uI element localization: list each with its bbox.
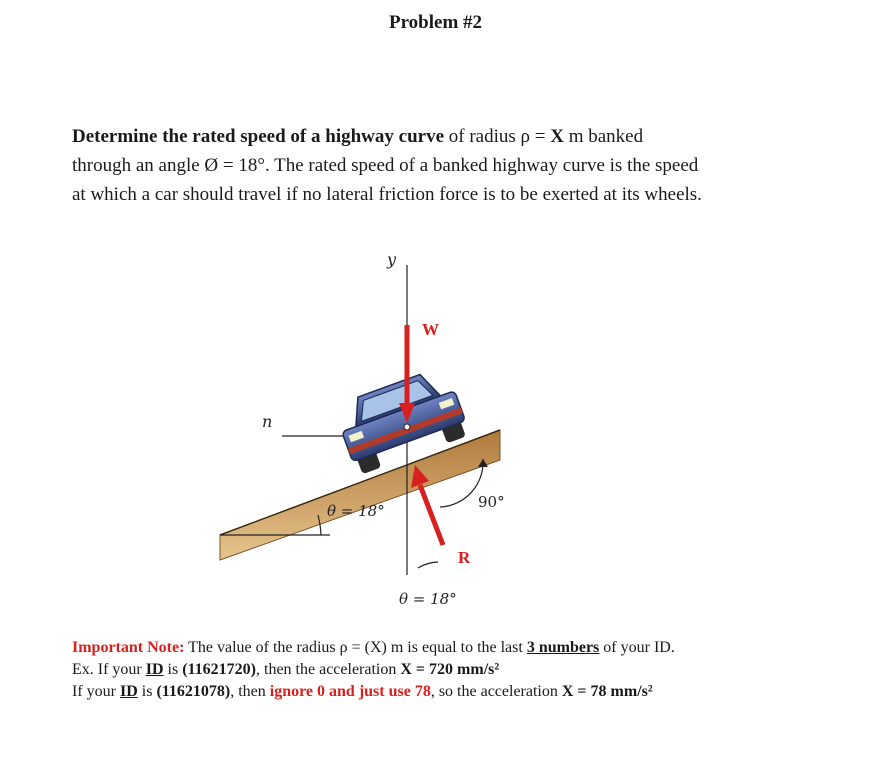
note-line2-b: is	[163, 661, 183, 678]
note-example-acc-1: X = 720 mm/s²	[400, 661, 500, 678]
reaction-label: R	[458, 548, 471, 567]
banked-curve-figure	[200, 245, 540, 620]
note-line3-b: is	[137, 683, 157, 700]
note-line1-a: The value of the radius ρ = (X) m is equal to the last	[184, 639, 527, 656]
theta-left-label: θ = 18°	[327, 502, 385, 520]
important-note	[72, 637, 852, 703]
note-line3-f: , so the acceleration	[430, 683, 562, 700]
problem-line-2: through an angle Ø = 18°. The rated speed of a banked highway curve is the speed	[72, 155, 699, 176]
problem-x-symbol: X	[550, 126, 564, 147]
reaction-arrow-shaft	[420, 485, 443, 545]
note-line2-id: ID	[145, 661, 164, 678]
note-label: Important Note:	[72, 639, 185, 656]
note-ignore-instruction: ignore 0 and just use 78	[269, 683, 431, 700]
theta-bottom-arc	[418, 562, 438, 568]
problem-lead-rest: of radius ρ =	[444, 126, 551, 147]
note-line-2	[72, 659, 852, 681]
note-line3-id: ID	[119, 683, 138, 700]
right-angle-label: 90°	[478, 493, 505, 511]
problem-title: Problem #2	[388, 12, 483, 33]
note-line-3	[72, 681, 852, 703]
note-line-1	[72, 637, 852, 659]
y-axis-label: y	[387, 250, 397, 269]
note-example-id-2: (11621078)	[156, 683, 231, 700]
note-line2-a: Ex. If your	[72, 661, 146, 678]
note-line3-d: , then	[230, 683, 270, 700]
note-line2-d: , then the acceleration	[256, 661, 401, 678]
note-example-acc-2: X = 78 mm/s²	[561, 683, 653, 700]
problem-line-3: at which a car should travel if no lateral friction force is to be exerted at its wheels.	[72, 184, 702, 205]
banked-curve-diagram	[200, 245, 540, 620]
note-line3-a: If your	[72, 683, 120, 700]
n-axis-label: n	[262, 412, 273, 431]
problem-lead-bold: Determine the rated speed of a highway curve	[72, 126, 445, 147]
problem-line1-end: m banked	[563, 126, 644, 147]
note-line1-c: of your ID.	[599, 639, 675, 656]
problem-line-1	[72, 122, 832, 151]
center-of-mass-point	[404, 424, 410, 430]
weight-label: W	[422, 320, 439, 339]
note-three-numbers: 3 numbers	[526, 639, 600, 656]
problem-statement	[72, 122, 832, 209]
theta-bottom-label: θ = 18°	[399, 590, 457, 608]
note-example-id-1: (11621720)	[182, 661, 256, 678]
